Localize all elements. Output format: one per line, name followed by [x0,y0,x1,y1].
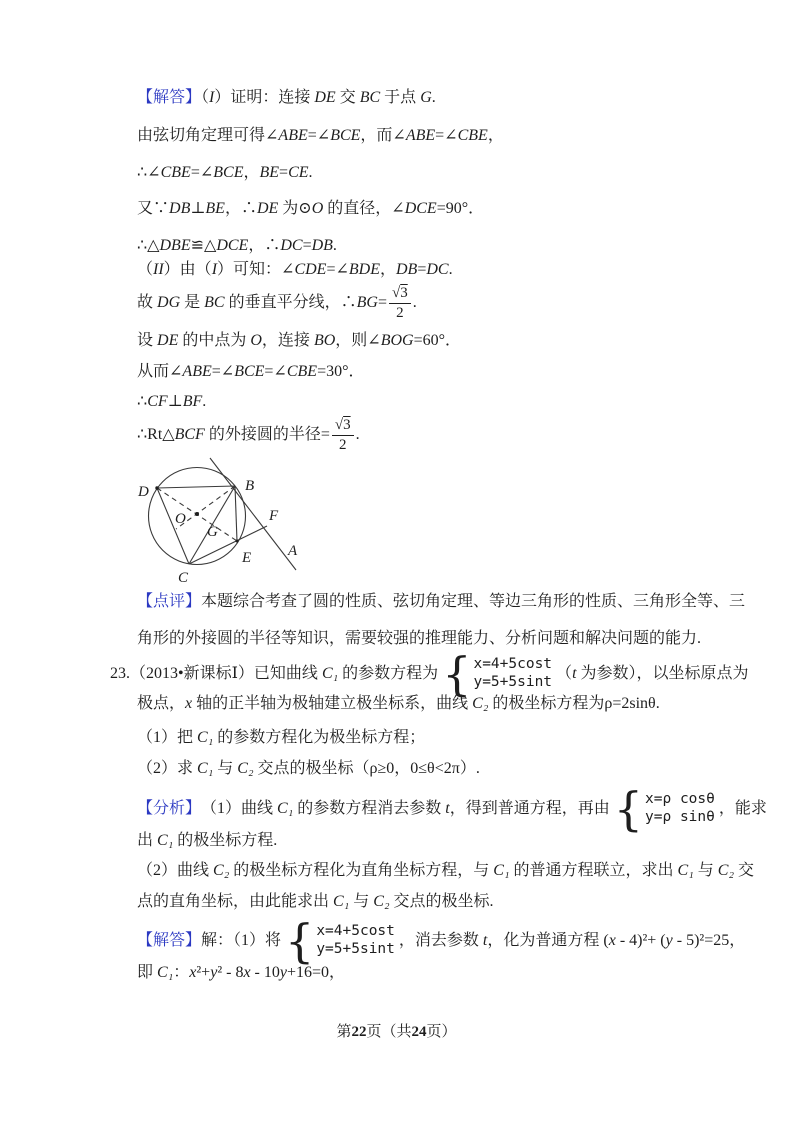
polar-equation-system [614,791,715,828]
fraction-numerator: √3 [389,285,411,304]
solution2-line2 [137,963,345,983]
question23-item1 [137,728,425,748]
point-E [236,540,239,543]
comment-line2 [137,629,701,649]
label-A: A [288,543,298,559]
fraction-denominator: 2 [396,305,404,321]
solution1-line3 [137,163,313,183]
system-rows [316,924,395,957]
footer-suffix: 页） [426,1024,457,1040]
line-text: （I）证明：连接 DE 交 BC 于点 G. [201,89,436,106]
system-eq2: y=5+5sint [316,941,395,958]
solution1-line5 [137,236,337,256]
line-text: 解：（1）将 [201,932,282,949]
comment-line1 [137,592,745,612]
footer-page-number: 22 [351,1024,367,1040]
fraction-numerator: √3 [332,417,354,436]
solution1-line1 [137,88,436,108]
line-text: ，消去参数 t，化为普通方程 (x - 4)²+ (y - 5)²=25， [398,932,746,949]
line-text: ∴CF⊥BF. [137,393,207,410]
line-text: 从而∠ABE=∠BCE=∠CBE=30°． [137,363,365,380]
line-text: ∴∠CBE=∠BCE，BE=CE. [137,164,313,181]
label-O: O [175,511,186,527]
circle-geometry-figure [112,450,312,592]
line-text: 点的直角坐标，由此能求出 C₁ 与 C₂ 交点的极坐标. [137,893,494,910]
answer-label: 【解答】 [137,932,202,949]
question23-line2 [137,694,660,714]
line-text: （II）由（I）可知：∠CDE=∠BDE，DB=DC. [137,261,453,278]
solution1-line7 [137,281,417,325]
line-text: 出 C₁ 的极坐标方程. [137,832,278,849]
line-text: 极点，x 轴的正半轴为极轴建立极坐标系，曲线 C₂ 的极坐标方程为ρ=2sinθ. [137,695,660,712]
analysis-line4 [137,892,494,912]
analysis-line1 [137,784,767,834]
label-E: E [242,550,252,566]
label-F: F [269,508,279,524]
line-text: （1）曲线 C₁ 的参数方程消去参数 t，得到普通方程，再由 [201,800,610,817]
solution1-line4 [137,199,484,219]
system-eq2: y=ρ sinθ [645,809,715,826]
footer-total-pages: 24 [411,1024,427,1040]
parametric-equation-system [285,923,395,960]
line-text: 角形的外接圆的半径等知识，需要较强的推理能力、分析问题和解决问题的能力. [137,630,702,647]
line-text: 23.（2013•新课标Ⅰ）已知曲线 C₁ 的参数方程为 [110,665,439,682]
comment-label: 【点评】 [137,593,202,610]
fraction-sqrt3-over-2 [389,285,411,321]
solution1-line10 [137,392,206,412]
system-eq2: y=5+5sint [473,674,553,691]
question23-item2 [137,759,480,779]
line-text: （t 为参数），以坐标原点为 [556,665,749,682]
label-C: C [178,570,189,586]
system-eq1: { x=4+5cost [316,923,395,940]
line-text: （2）曲线 C₂ 的极坐标方程化为直角坐标方程，与 C₁ 的普通方程联立，求出 C₁ 与 C₂ 交 [137,862,755,879]
line-text: 设 DE 的中点为 O，连接 BO，则∠BOG=60°． [137,332,462,349]
line-text: . [355,426,360,443]
line-text: ∴△DBE≌△DCE，∴DC=DB. [137,237,337,254]
label-D: D [138,484,149,500]
solution1-line6 [137,260,453,280]
answer-label: 【解答】 [137,89,202,106]
line-text: 即 C₁：x²+y² - 8x - 10y+16=0， [137,964,346,981]
solution2-line1 [137,916,745,966]
point-D [155,486,158,489]
system-eq1: { x=ρ cosθ [645,791,715,808]
footer-mid: 页（共 [366,1024,412,1040]
fraction-sqrt3-over-2 [332,417,354,453]
chord-DB [157,486,235,488]
solution1-line8 [137,331,461,351]
fraction-denominator: 2 [338,437,347,453]
parametric-equation-system [442,656,552,693]
line-text: 又∵DB⊥BE，∴DE 为⊙O 的直径，∠DCE=90°． [137,200,485,217]
line-text: ，能求 [718,800,767,817]
system-rows [473,657,552,690]
line-text: 由弦切角定理可得∠ABE=∠BCE，而∠ABE=∠CBE， [137,127,504,144]
system-rows [645,792,715,825]
analysis-line3 [137,861,754,881]
analysis-line2 [137,831,277,851]
line-text: ∴Rt△BCF 的外接圆的半径= [137,426,330,443]
line-text: （1）把 C₁ 的参数方程化为极坐标方程； [137,729,426,746]
line-text: . [412,294,417,311]
chord-BE [235,486,237,541]
label-G: G [207,524,218,540]
system-eq1: { x=4+5cost [473,656,553,673]
line-text: （2）求 C₁ 与 C₂ 交点的极坐标（ρ≥0，0≤θ<2π）. [137,760,480,777]
footer-prefix: 第 [336,1024,352,1040]
solution1-line9 [137,362,365,382]
page-footer [0,1020,793,1041]
solution1-line2 [137,126,504,146]
line-text: 本题综合考查了圆的性质、弦切角定理、等边三角形的性质、三角形全等、三 [201,593,746,610]
point-O [195,512,199,516]
question23-line1 [110,650,749,698]
tangent-line-BFA [210,458,296,570]
analysis-label: 【分析】 [137,800,202,817]
label-B: B [245,478,255,494]
line-text: 故 DG 是 BC 的垂直平分线，∴BG= [137,294,387,311]
